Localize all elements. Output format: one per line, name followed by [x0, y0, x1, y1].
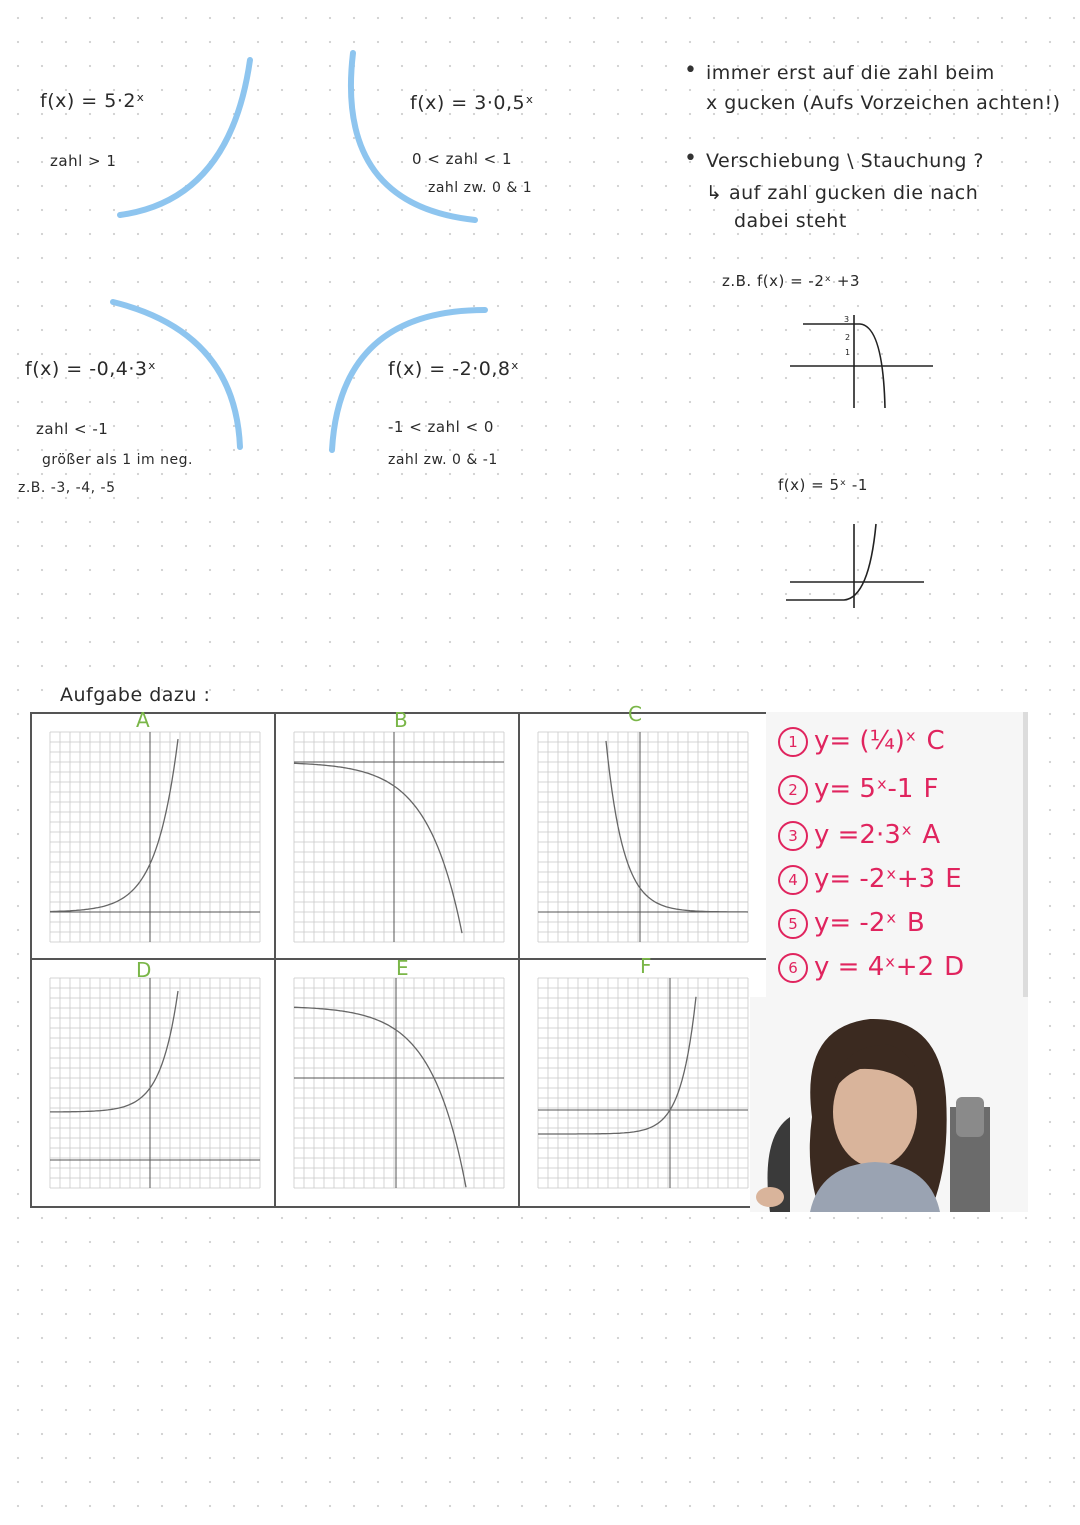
graph-panel-e — [276, 956, 520, 1206]
neg-decay-curve-sketch — [320, 300, 490, 460]
condition-top-mid: 0 < zahl < 1 — [412, 150, 513, 168]
solution-equation: y = 4ˣ+2 — [814, 952, 935, 982]
note-bullet2-line3: dabei steht — [734, 210, 847, 232]
example1-graph-sketch — [788, 310, 938, 410]
formula-top-left: f(x) = 5·2ˣ — [40, 90, 145, 112]
solution-equation: y= 5ˣ-1 — [814, 774, 914, 804]
detail-top-mid: zahl zw. 0 & 1 — [428, 180, 533, 196]
panel-e-plot — [276, 960, 520, 1206]
task-image — [30, 702, 1030, 1212]
solution-number: 1 — [778, 727, 808, 757]
bullet-dot: • — [684, 58, 697, 83]
function-curve — [606, 741, 748, 912]
condition-top-left: zahl > 1 — [50, 152, 117, 170]
solution-answer: C — [926, 726, 945, 756]
solution-equation: y= (¼)ˣ — [814, 726, 917, 756]
panel-letter-e: E — [396, 956, 409, 980]
function-curve — [294, 1007, 466, 1187]
detail-mid-mid: zahl zw. 0 & -1 — [388, 452, 498, 468]
solution-equation: y =2·3ˣ — [814, 820, 913, 850]
solution-answer: E — [945, 864, 962, 894]
example-mid-left: z.B. -3, -4, -5 — [18, 480, 116, 496]
solution-number: 5 — [778, 909, 808, 939]
function-curve — [50, 991, 178, 1112]
svg-text:2: 2 — [845, 333, 851, 342]
note-bullet2-line1: Verschiebung \ Stauchung ? — [706, 150, 985, 172]
solution-row-6 — [766, 952, 1028, 992]
note-bullet2-line2: ↳ auf zahl gucken die nach — [706, 182, 979, 204]
solution-equation: y= -2ˣ — [814, 908, 897, 938]
solution-answer: B — [906, 908, 925, 938]
formula-top-mid: f(x) = 3·0,5ˣ — [410, 92, 535, 114]
function-curve — [294, 763, 462, 933]
condition-mid-mid: -1 < zahl < 0 — [388, 418, 494, 436]
solution-row-4 — [766, 864, 1028, 904]
solution-row-2 — [766, 774, 1028, 814]
graph-panels — [30, 702, 766, 1208]
solution-number: 2 — [778, 775, 808, 805]
condition-mid-left: zahl < -1 — [36, 420, 109, 438]
solution-number: 6 — [778, 953, 808, 983]
solution-answer: F — [923, 774, 939, 804]
solution-equation: y= -2ˣ+3 — [814, 864, 936, 894]
growth-curve-sketch — [110, 50, 270, 220]
panel-a-plot — [32, 714, 276, 960]
panel-letter-d: D — [136, 958, 152, 982]
panel-letter-b: B — [394, 708, 408, 732]
solution-row-5 — [766, 908, 1028, 948]
presenter-video-overlay — [750, 997, 1028, 1212]
task-heading: Aufgabe dazu : — [60, 684, 211, 706]
panel-d-plot — [32, 960, 276, 1206]
panel-b-plot — [276, 714, 520, 960]
solution-answer: A — [922, 820, 941, 850]
panel-letter-f: F — [640, 954, 652, 978]
function-curve — [538, 997, 696, 1134]
svg-text:1: 1 — [845, 348, 851, 357]
note-example1: z.B. f(x) = -2ˣ +3 — [722, 272, 860, 290]
note-bullet1-line1: immer erst auf die zahl beim — [706, 62, 995, 84]
note-bullet1-line2: x gucken (Aufs Vorzeichen achten!) — [706, 92, 1061, 114]
panel-letter-c: C — [628, 702, 642, 726]
note-example2: f(x) = 5ˣ -1 — [778, 476, 868, 494]
bullet-dot: • — [684, 146, 697, 171]
solution-number: 4 — [778, 865, 808, 895]
graph-panel-a — [32, 708, 276, 960]
panel-letter-a: A — [136, 708, 150, 732]
svg-text:3: 3 — [844, 315, 850, 324]
graph-panel-d — [32, 960, 276, 1206]
panel-f-plot — [520, 960, 764, 1206]
formula-mid-left: f(x) = -0,4·3ˣ — [25, 358, 157, 380]
function-curve — [50, 739, 178, 911]
graph-panel-c — [520, 702, 766, 960]
formula-mid-mid: f(x) = -2·0,8ˣ — [388, 358, 520, 380]
panel-c-plot — [520, 714, 764, 960]
decay-curve-sketch — [335, 45, 485, 225]
graph-panel-b — [276, 708, 520, 960]
graph-panel-f — [520, 954, 766, 1206]
example2-graph-sketch — [784, 520, 934, 610]
solution-row-3 — [766, 820, 1028, 860]
detail-mid-left: größer als 1 im neg. — [42, 452, 193, 468]
solution-row-1 — [766, 726, 1028, 766]
solution-answer: D — [944, 952, 965, 982]
solution-number: 3 — [778, 821, 808, 851]
